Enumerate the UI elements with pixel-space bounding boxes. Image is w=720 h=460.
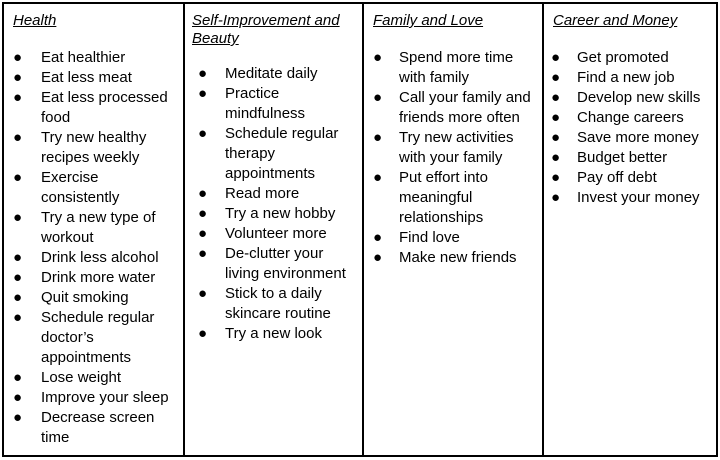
item-list	[544, 48, 712, 208]
list-item-text: Drink more water	[41, 269, 156, 286]
bullet-icon: ●	[551, 89, 561, 106]
list-item	[4, 48, 179, 68]
list-item	[4, 88, 179, 128]
list-item-text: Eat less meat	[41, 69, 132, 86]
item-list	[364, 48, 538, 268]
list-item	[364, 228, 538, 248]
list-item	[4, 168, 179, 208]
bullet-icon: ●	[198, 225, 208, 242]
list-item-text: Try new activities with your family	[399, 129, 514, 166]
list-item-text: Call your family and friends more often	[399, 89, 531, 126]
list-item	[4, 368, 179, 388]
resolutions-table	[2, 2, 718, 457]
list-item-text: Try a new hobby	[225, 205, 336, 222]
list-item-text: Read more	[225, 185, 300, 202]
list-item	[4, 68, 179, 88]
list-item	[185, 124, 358, 184]
bullet-icon: ●	[198, 285, 208, 302]
bullet-icon: ●	[551, 169, 561, 186]
bullet-icon: ●	[13, 369, 23, 386]
bullet-icon: ●	[13, 269, 23, 286]
bullet-icon: ●	[373, 89, 383, 106]
column-family-love	[362, 4, 542, 455]
list-item	[364, 248, 538, 268]
list-item-text: Develop new skills	[577, 89, 701, 106]
column-heading: Family and Love	[373, 12, 484, 29]
list-item-text: Improve your sleep	[41, 389, 169, 406]
bullet-icon: ●	[13, 49, 23, 66]
list-item	[185, 64, 358, 84]
list-item	[4, 128, 179, 168]
bullet-icon: ●	[13, 309, 23, 326]
list-item	[544, 68, 712, 88]
list-item	[185, 324, 358, 344]
bullet-icon: ●	[551, 69, 561, 86]
bullet-icon: ●	[198, 245, 208, 262]
bullet-icon: ●	[13, 169, 23, 186]
list-item-text: Exercise consistently	[41, 169, 120, 206]
list-item-text: Practice mindfulness	[225, 85, 306, 122]
list-item	[364, 168, 538, 228]
bullet-icon: ●	[13, 249, 23, 266]
list-item-text: Find a new job	[577, 69, 675, 86]
bullet-icon: ●	[198, 85, 208, 102]
list-item	[544, 168, 712, 188]
bullet-icon: ●	[551, 189, 561, 206]
list-item	[185, 224, 358, 244]
list-item	[364, 48, 538, 88]
bullet-icon: ●	[373, 169, 383, 186]
bullet-icon: ●	[373, 49, 383, 66]
list-item	[544, 188, 712, 208]
list-item-text: Quit smoking	[41, 289, 129, 306]
column-heading: Health	[13, 12, 57, 29]
column-health	[4, 4, 183, 455]
list-item-text: Make new friends	[399, 249, 517, 266]
list-item-text: Drink less alcohol	[41, 249, 159, 266]
list-item-text: Schedule regular therapy appointments	[225, 125, 339, 182]
list-item	[4, 208, 179, 248]
list-item-text: Volunteer more	[225, 225, 327, 242]
bullet-icon: ●	[13, 409, 23, 426]
list-item-text: Change careers	[577, 109, 684, 126]
column-self-improvement	[183, 4, 362, 455]
bullet-icon: ●	[13, 69, 23, 86]
list-item	[544, 88, 712, 108]
bullet-icon: ●	[198, 205, 208, 222]
list-item	[544, 48, 712, 68]
bullet-icon: ●	[13, 209, 23, 226]
list-item-text: Stick to a daily skincare routine	[225, 285, 331, 322]
bullet-icon: ●	[13, 289, 23, 306]
list-item	[364, 88, 538, 128]
list-item-text: Schedule regular doctor’s appointments	[41, 309, 155, 366]
list-item	[544, 148, 712, 168]
bullet-icon: ●	[198, 185, 208, 202]
bullet-icon: ●	[13, 389, 23, 406]
list-item	[185, 244, 358, 284]
list-item-text: Get promoted	[577, 49, 669, 66]
list-item-text: Meditate daily	[225, 65, 318, 82]
list-item	[4, 248, 179, 268]
list-item-text: Save more money	[577, 129, 699, 146]
bullet-icon: ●	[373, 229, 383, 246]
item-list	[185, 64, 358, 344]
list-item	[4, 268, 179, 288]
list-item	[185, 204, 358, 224]
bullet-icon: ●	[198, 125, 208, 142]
list-item-text: De-clutter your living environment	[225, 245, 346, 282]
column-heading: Career and Money	[553, 12, 678, 29]
list-item-text: Eat healthier	[41, 49, 126, 66]
list-item-text: Put effort into meaningful relationships	[399, 169, 488, 226]
bullet-icon: ●	[198, 325, 208, 342]
list-item	[4, 408, 179, 448]
list-item	[544, 108, 712, 128]
list-item-text: Decrease screen time	[41, 409, 155, 446]
list-item	[544, 128, 712, 148]
bullet-icon: ●	[373, 249, 383, 266]
list-item	[4, 308, 179, 368]
bullet-icon: ●	[13, 129, 23, 146]
column-career-money	[542, 4, 716, 455]
list-item-text: Pay off debt	[577, 169, 657, 186]
list-item	[185, 84, 358, 124]
list-item-text: Budget better	[577, 149, 668, 166]
bullet-icon: ●	[198, 65, 208, 82]
list-item	[4, 388, 179, 408]
list-item-text: Invest your money	[577, 189, 700, 206]
list-item-text: Find love	[399, 229, 460, 246]
list-item-text: Try new healthy recipes weekly	[41, 129, 147, 166]
list-item	[4, 288, 179, 308]
list-item-text: Try a new type of workout	[41, 209, 156, 246]
bullet-icon: ●	[551, 49, 561, 66]
list-item-text: Lose weight	[41, 369, 122, 386]
list-item	[364, 128, 538, 168]
list-item	[185, 184, 358, 204]
item-list	[4, 48, 179, 448]
list-item-text: Try a new look	[225, 325, 322, 342]
bullet-icon: ●	[551, 149, 561, 166]
list-item-text: Spend more time with family	[399, 49, 514, 86]
column-heading: Self-Improvement and Beauty	[192, 12, 340, 47]
bullet-icon: ●	[13, 89, 23, 106]
bullet-icon: ●	[551, 109, 561, 126]
bullet-icon: ●	[373, 129, 383, 146]
bullet-icon: ●	[551, 129, 561, 146]
list-item	[185, 284, 358, 324]
list-item-text: Eat less processed food	[41, 89, 168, 126]
